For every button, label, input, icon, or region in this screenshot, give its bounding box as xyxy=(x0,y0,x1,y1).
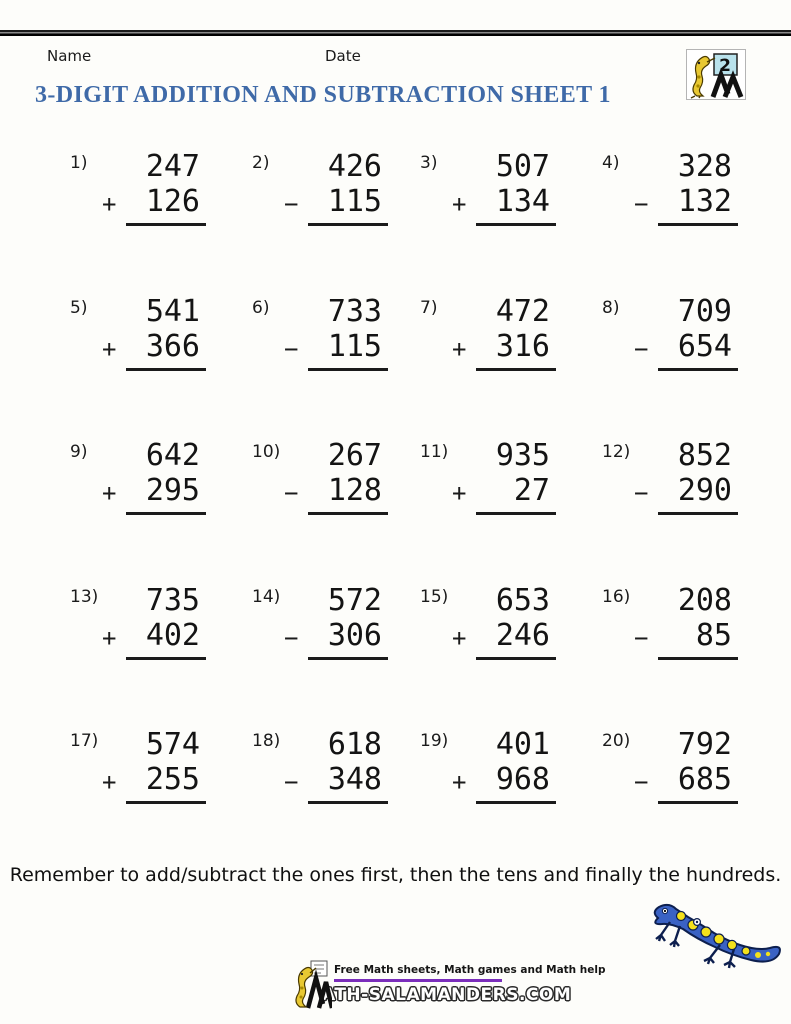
problem-top-number: 733 xyxy=(327,293,382,329)
problem-top-number: 852 xyxy=(677,438,732,473)
problem-operator: − xyxy=(284,190,299,218)
logo-badge-number: 2 xyxy=(719,56,731,76)
problem-column xyxy=(452,584,556,660)
problem xyxy=(410,439,592,584)
problem-label: 17) xyxy=(70,731,99,751)
problem-operator: − xyxy=(284,334,299,363)
problem-top-number: 247 xyxy=(145,149,200,184)
problem-top-number: 574 xyxy=(145,727,200,762)
problem-label: 15) xyxy=(420,586,449,607)
top-divider xyxy=(0,30,791,36)
problem-column xyxy=(634,439,738,515)
problem-operator: + xyxy=(102,623,117,652)
page-title: 3-DIGIT ADDITION AND SUBTRACTION SHEET 1 xyxy=(35,82,611,108)
problem-column xyxy=(102,728,206,804)
problem-column xyxy=(102,584,206,660)
problem-bottom-number: 255 xyxy=(126,763,206,804)
problem xyxy=(242,295,410,440)
footer-salamander-easel-icon xyxy=(292,958,332,1010)
problem-top-number: 328 xyxy=(677,149,732,184)
problem xyxy=(592,439,740,584)
problem-label: 13) xyxy=(70,586,99,607)
problem-operator: + xyxy=(452,623,467,652)
problem-operator: + xyxy=(452,190,467,218)
salamander-easel-logo-icon xyxy=(687,50,745,99)
problem-label: 4) xyxy=(602,153,620,173)
problem-top-number: 709 xyxy=(677,293,732,329)
problem-top-number: 507 xyxy=(495,149,550,184)
problems-grid xyxy=(60,150,740,873)
problem-operator: − xyxy=(634,623,649,652)
problem-label: 16) xyxy=(602,586,631,607)
problem-bottom-number: 290 xyxy=(658,474,738,515)
problem-bottom-number: 348 xyxy=(308,763,388,804)
problem xyxy=(242,439,410,584)
problem-label: 8) xyxy=(602,297,620,318)
problem xyxy=(410,728,592,873)
problem-column xyxy=(284,439,388,515)
problem-bottom-number: 27 xyxy=(476,474,556,515)
problem-operator: − xyxy=(634,190,649,218)
problem-top-number: 426 xyxy=(327,149,382,184)
footer-logo xyxy=(292,958,606,1005)
problem-bottom-number: 366 xyxy=(126,330,206,371)
problem xyxy=(410,150,592,295)
problem-top-number: 653 xyxy=(495,582,550,618)
problem xyxy=(60,728,242,873)
problem xyxy=(60,584,242,729)
problem-label: 7) xyxy=(420,297,438,318)
problem-label: 1) xyxy=(70,153,88,173)
problem-column xyxy=(452,295,556,371)
name-label: Name xyxy=(47,47,92,65)
problem-top-number: 618 xyxy=(327,727,382,762)
problem-column xyxy=(284,728,388,804)
problem-operator: − xyxy=(284,768,299,796)
problem-top-number: 401 xyxy=(495,727,550,762)
problem-operator: + xyxy=(102,479,117,507)
problem-label: 5) xyxy=(70,297,88,318)
problem-operator: + xyxy=(102,190,117,218)
problem-top-number: 642 xyxy=(145,438,200,473)
problem-bottom-number: 246 xyxy=(476,619,556,660)
blue-salamander-image xyxy=(640,898,790,978)
problem-top-number: 735 xyxy=(145,582,200,618)
problem-column xyxy=(452,728,556,804)
problem-bottom-number: 128 xyxy=(308,474,388,515)
problem-operator: − xyxy=(284,623,299,652)
problem xyxy=(410,295,592,440)
problem-label: 11) xyxy=(420,442,449,462)
problem-column xyxy=(284,295,388,371)
footer-tagline: Free Math sheets, Math games and Math help xyxy=(334,964,606,976)
reminder-text: Remember to add/subtract the ones first, then the tens and finally the hundreds. xyxy=(9,864,782,886)
problem-top-number: 792 xyxy=(677,727,732,762)
problem-operator: − xyxy=(634,768,649,796)
problem-column xyxy=(284,584,388,660)
problem-bottom-number: 85 xyxy=(658,619,738,660)
problem xyxy=(410,584,592,729)
problem-operator: + xyxy=(452,334,467,363)
problem xyxy=(592,584,740,729)
problem-column xyxy=(102,295,206,371)
problem-bottom-number: 654 xyxy=(658,330,738,371)
problem-operator: + xyxy=(452,768,467,796)
problem xyxy=(60,439,242,584)
problem-operator: + xyxy=(452,479,467,507)
problem xyxy=(592,150,740,295)
problem-label: 2) xyxy=(252,153,270,173)
problem-column xyxy=(634,295,738,371)
problem-top-number: 267 xyxy=(327,438,382,473)
problem-column xyxy=(102,439,206,515)
problem xyxy=(60,295,242,440)
problem-top-number: 572 xyxy=(327,582,382,618)
problem-column xyxy=(634,728,738,804)
problem-label: 20) xyxy=(602,731,631,751)
problem-bottom-number: 306 xyxy=(308,619,388,660)
problem-label: 9) xyxy=(70,442,88,462)
problem xyxy=(592,728,740,873)
problem-bottom-number: 132 xyxy=(658,185,738,226)
footer-site-name: ATH-SALAMANDERS.COM xyxy=(322,985,572,1005)
problem-bottom-number: 115 xyxy=(308,185,388,226)
site-logo-badge xyxy=(686,49,746,100)
footer-purple-rule xyxy=(334,979,502,982)
problem-label: 6) xyxy=(252,297,270,318)
problem-bottom-number: 126 xyxy=(126,185,206,226)
problem xyxy=(592,295,740,440)
problem-bottom-number: 402 xyxy=(126,619,206,660)
problem-bottom-number: 685 xyxy=(658,763,738,804)
problem-column xyxy=(452,439,556,515)
problem xyxy=(242,150,410,295)
problem-column xyxy=(634,150,738,226)
problem-operator: − xyxy=(284,479,299,507)
problem xyxy=(60,150,242,295)
problem-column xyxy=(634,584,738,660)
problem-operator: − xyxy=(634,479,649,507)
problem-bottom-number: 134 xyxy=(476,185,556,226)
problem-label: 18) xyxy=(252,731,281,751)
problem-bottom-number: 115 xyxy=(308,330,388,371)
problem-label: 10) xyxy=(252,442,281,462)
problem-operator: + xyxy=(102,768,117,796)
problem-label: 12) xyxy=(602,442,631,462)
date-label: Date xyxy=(325,47,361,65)
problem-top-number: 208 xyxy=(677,582,732,618)
problem-top-number: 472 xyxy=(495,293,550,329)
problem-bottom-number: 316 xyxy=(476,330,556,371)
problem-column xyxy=(102,150,206,226)
problem-column xyxy=(284,150,388,226)
problem-bottom-number: 295 xyxy=(126,474,206,515)
problem-operator: − xyxy=(634,334,649,363)
problem-top-number: 541 xyxy=(145,293,200,329)
problem-label: 14) xyxy=(252,586,281,607)
problem-label: 3) xyxy=(420,153,438,173)
problem xyxy=(242,584,410,729)
problem-operator: + xyxy=(102,334,117,363)
problem-bottom-number: 968 xyxy=(476,763,556,804)
problem-label: 19) xyxy=(420,731,449,751)
problem-top-number: 935 xyxy=(495,438,550,473)
problem-column xyxy=(452,150,556,226)
problem xyxy=(242,728,410,873)
